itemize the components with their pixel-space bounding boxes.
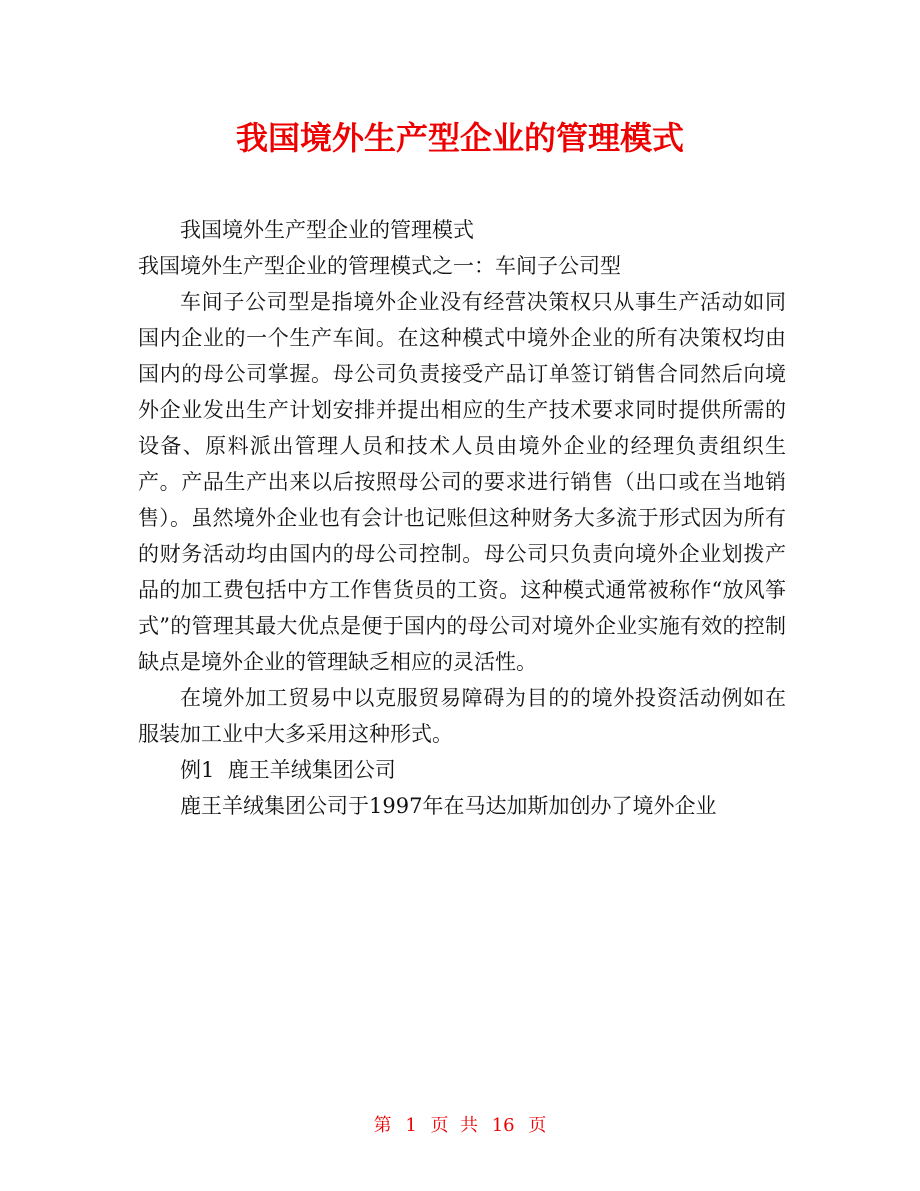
- footer-label-of: 页 共: [430, 1115, 478, 1136]
- paragraph-main: 车间子公司型是指境外企业没有经营决策权只从事生产活动如同国内企业的一个生产车间。在这种模式中境外企业的所有决策权均由国内的母公司掌握。母公司负责接受产品订单签订销售合同然后向境外企业发出生产计划安排并提出相应的生产技术要求同时提供所需的设备、原料派出管理人员和技术人员由境外企业的经理负责组织生产。产品生产出来以后按照母公司的要求进行销售（出口或在当地销售）。虽然境外企业也有会计也记账但这种财务大多流于形式因为所有的财务活动均由国内的母公司控制。母公司只负责向境外企业划拨产品的加工费包括中方工作售货员的工资。这种模式通常被称作“放风筝式”的管理其最大优点是便于国内的母公司对境外企业实施有效的控制缺点是境外企业的管理缺乏相应的灵活性。: [138, 290, 786, 674]
- paragraph-example-body: 鹿王羊绒集团公司于1997年在马达加斯加创办了境外企业: [180, 794, 717, 818]
- paragraph-subheading: 我国境外生产型企业的管理模式之一：车间子公司型: [138, 254, 621, 278]
- page-footer: [0, 1112, 920, 1140]
- paragraph-heading: 我国境外生产型企业的管理模式: [180, 218, 474, 242]
- paragraph-context: 在境外加工贸易中以克服贸易障碍为目的的境外投资活动例如在服装加工业中大多采用这种形式。: [138, 686, 786, 746]
- document-title: 我国境外生产型企业的管理模式: [235, 119, 684, 157]
- document-body: [138, 212, 786, 824]
- footer-label-end: 页: [528, 1115, 547, 1136]
- footer-label-page: 第: [373, 1115, 392, 1136]
- footer-total-pages: 16: [491, 1115, 515, 1136]
- paragraph-example-heading: 例1 鹿王羊绒集团公司: [180, 758, 396, 782]
- footer-current-page: 1: [405, 1115, 417, 1136]
